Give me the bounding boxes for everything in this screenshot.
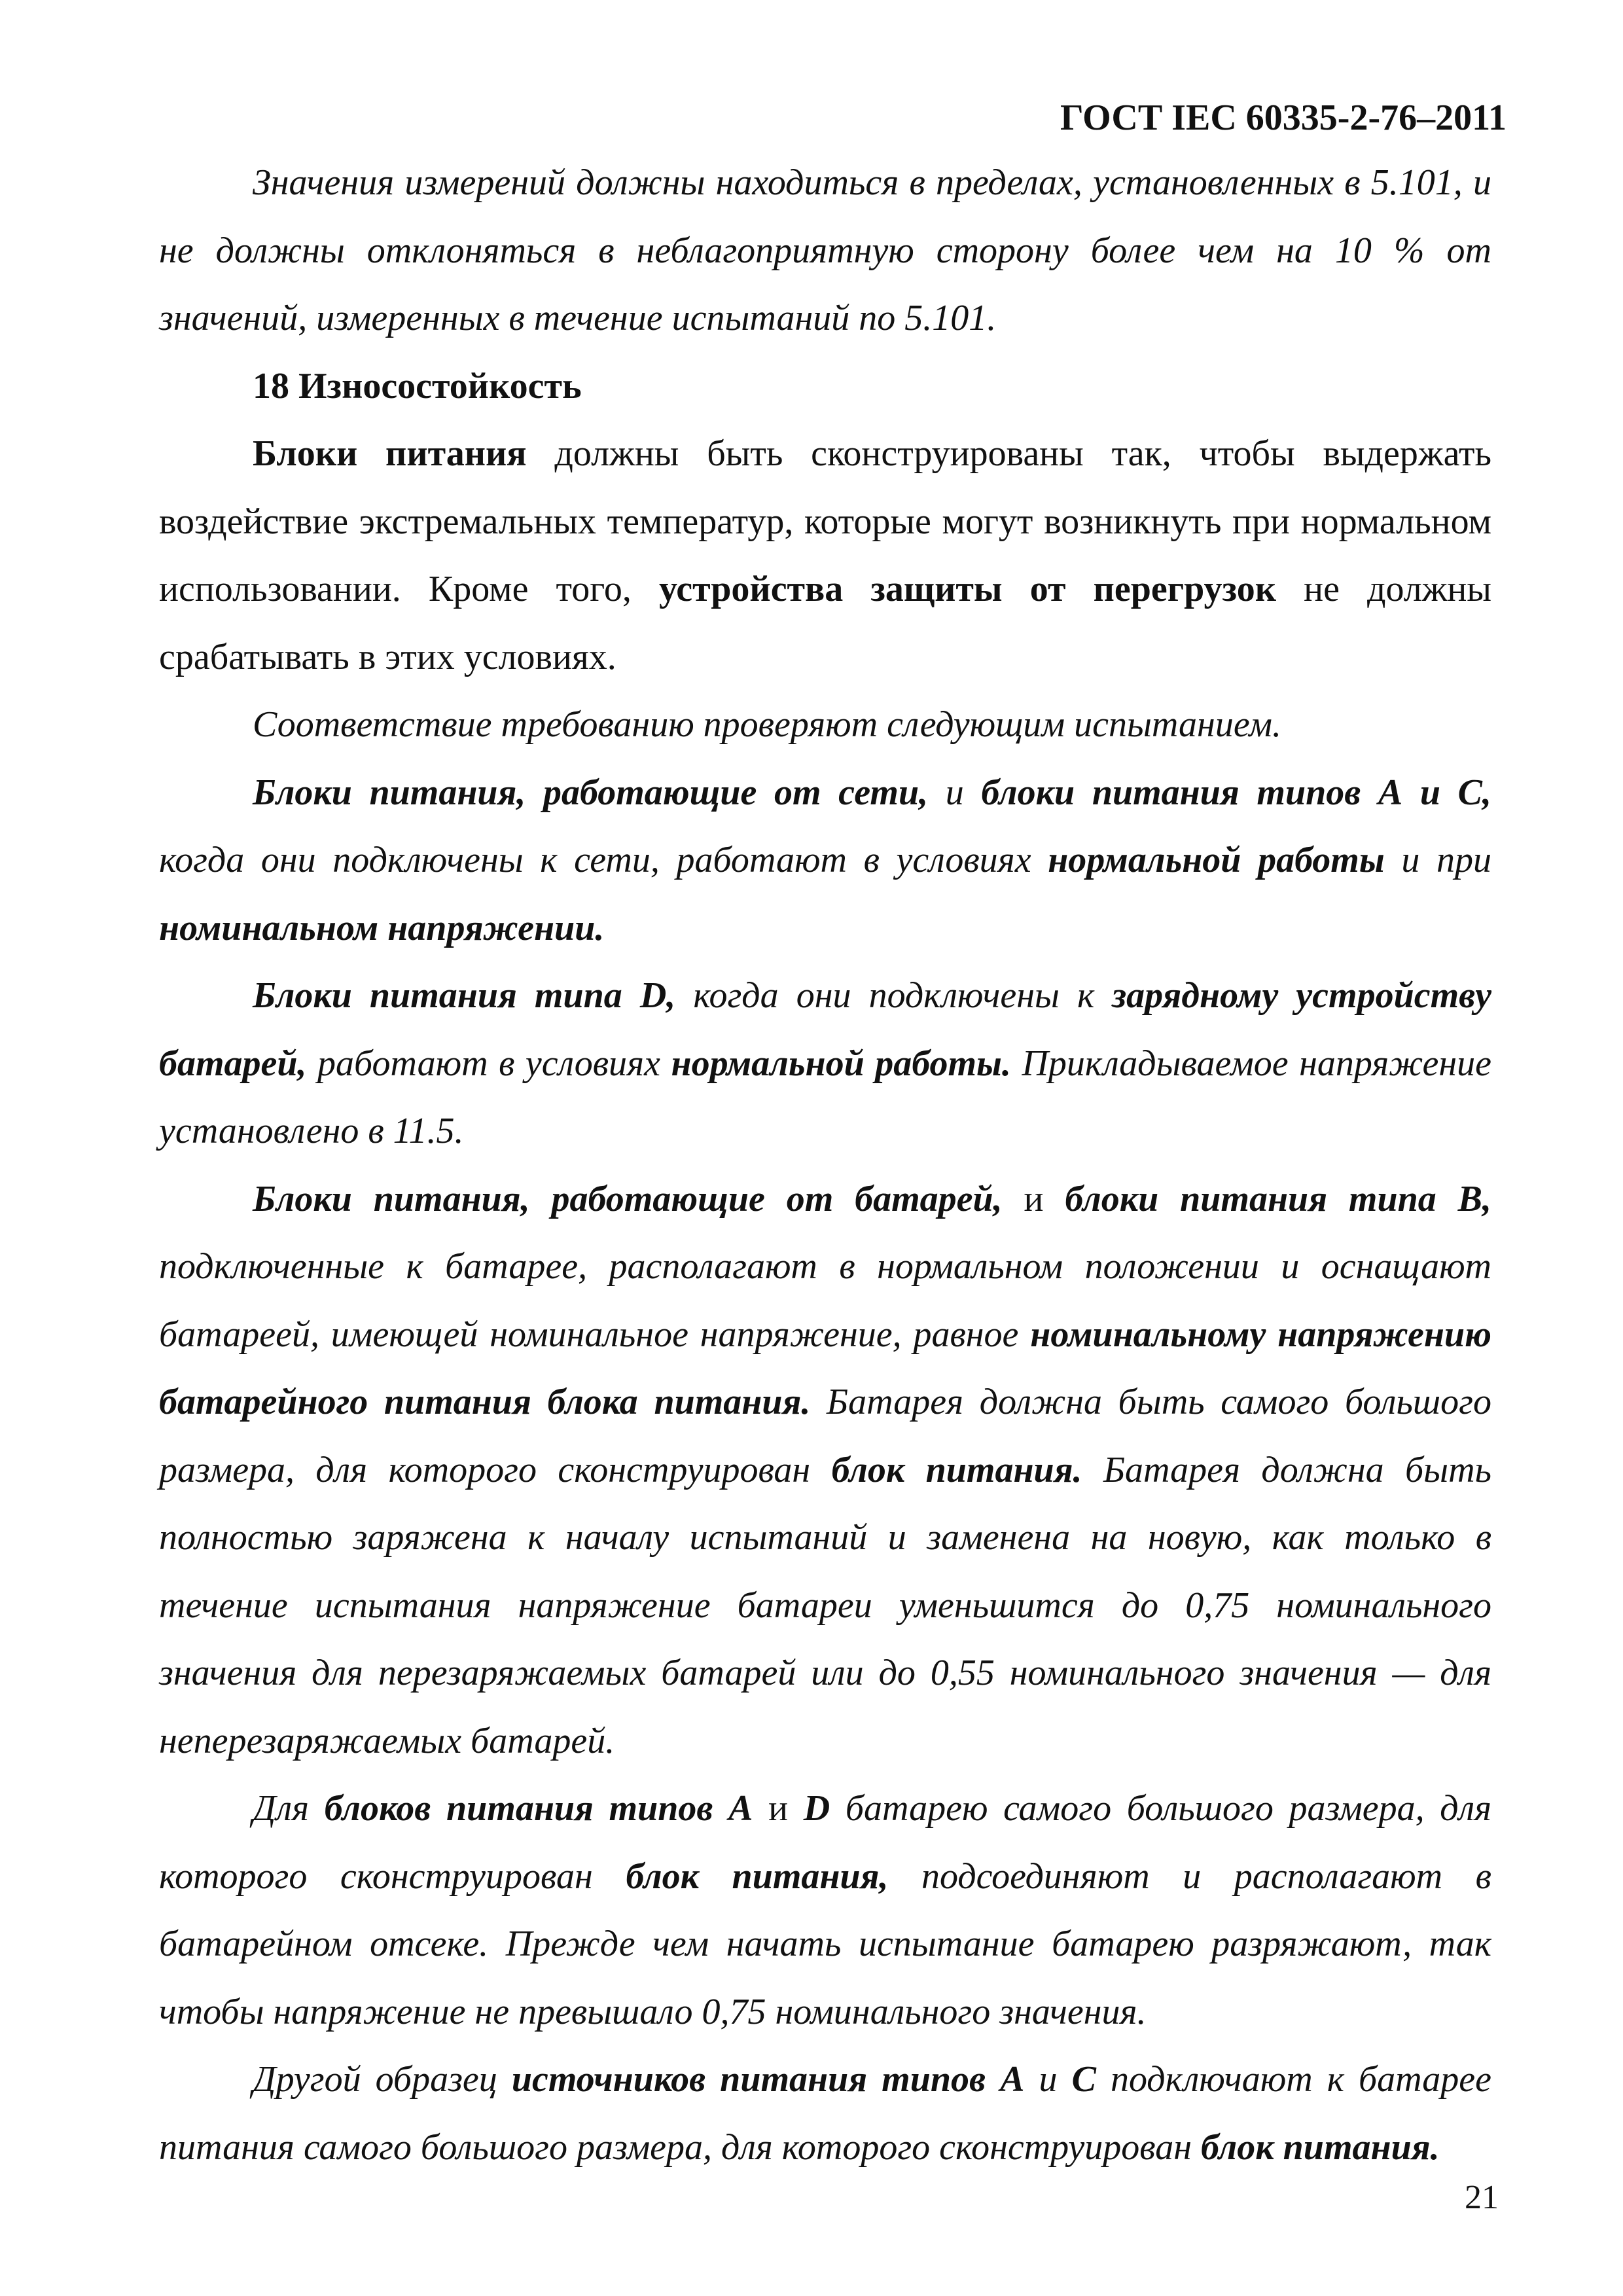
text-run: нормальной работы bbox=[1048, 840, 1385, 880]
text-run: Блоки питания, работающие от батарей, bbox=[253, 1178, 1003, 1219]
paragraph bbox=[159, 149, 1491, 353]
text-run: подсоединяют и располагают в батарейном отсеке. Прежде чем начать испытание батарею разряжают, так чтобы напряжение не превышало 0,75 номинального значения. bbox=[159, 1856, 1491, 2032]
text-run: и bbox=[928, 772, 982, 813]
text-run: номинальном напряжении. bbox=[159, 907, 605, 948]
text-run: 18 Износостойкость bbox=[253, 365, 582, 406]
text-run: Батарея должна быть полностью заряжена к началу испытаний и заменена на новую, как только в течение испытания напряжение батареи уменьшится до 0,75 номинального значения для перезаряжаемых батарей или до 0,55 номинального значения — для неперезаряжаемых батарей. bbox=[159, 1449, 1492, 1761]
body-text bbox=[159, 149, 1491, 2181]
text-run: С bbox=[1071, 2059, 1096, 2100]
text-run: источников питания типов А bbox=[511, 2059, 1025, 2100]
text-run: блок питания, bbox=[626, 1856, 889, 1897]
text-run: и при bbox=[1384, 840, 1491, 880]
text-run: когда они подключены к сети, работают в условиях bbox=[159, 840, 1048, 880]
text-run: Для bbox=[253, 1788, 325, 1829]
text-run: Блоки питания bbox=[253, 433, 527, 474]
text-run: D bbox=[803, 1788, 830, 1829]
text-run: батарею самого большого размера, для которого сконструирован bbox=[159, 1788, 1492, 1897]
text-run: подключенные к батарее, располагают в нормальном положении и оснащают батареей, имеющей номинальное напряжение, равное bbox=[159, 1246, 1491, 1355]
paragraph bbox=[159, 691, 1491, 759]
text-run: Другой образец bbox=[253, 2059, 512, 2100]
text-run: когда они подключены к bbox=[675, 975, 1113, 1016]
text-run: зарядному устройству батарей, bbox=[159, 975, 1491, 1084]
text-run: блок питания. bbox=[1200, 2126, 1440, 2168]
text-run: блок питания. bbox=[831, 1449, 1082, 1490]
page-number: 21 bbox=[1465, 2179, 1499, 2216]
text-run: Блоки питания, работающие от сети, bbox=[253, 772, 929, 813]
text-run: номинальному напряжению батарейного питания блока питания. bbox=[159, 1314, 1492, 1422]
text-run: Батарея должна быть самого большого размера, для которого сконструирован bbox=[159, 1382, 1492, 1490]
text-run: нормальной работы. bbox=[671, 1043, 1011, 1084]
paragraph bbox=[159, 1166, 1491, 1776]
text-run: блоки питания типа В, bbox=[1065, 1178, 1492, 1219]
text-run: и bbox=[753, 1788, 804, 1829]
text-run: устройства защиты от перегрузок bbox=[658, 569, 1277, 609]
text-run: блоки питания типов А и С, bbox=[981, 772, 1492, 813]
text-run: Соответствие требованию проверяют следующим испытанием. bbox=[253, 704, 1282, 745]
text-run: Прикладываемое напряжение установлено в 11.5. bbox=[159, 1043, 1492, 1151]
paragraph bbox=[159, 962, 1491, 1166]
paragraph bbox=[159, 1775, 1491, 2046]
text-run: подключают к батарее питания самого большого размера, для которого сконструирован bbox=[159, 2059, 1492, 2168]
text-run: и bbox=[1024, 2059, 1072, 2100]
section-heading bbox=[159, 353, 1491, 421]
paragraph bbox=[159, 759, 1491, 963]
text-run: Значения измерений должны находиться в пределах, установленных в 5.101, и не должны отклоняться в неблагоприятную сторону более чем на 10 % от значений, измеренных в течение испытаний по 5.101. bbox=[159, 162, 1491, 338]
text-run: работают в условиях bbox=[306, 1043, 671, 1084]
text-run: и bbox=[1002, 1178, 1065, 1219]
paragraph bbox=[159, 420, 1491, 691]
text-run: блоков питания типов А bbox=[324, 1788, 753, 1829]
paragraph bbox=[159, 2046, 1491, 2181]
text-run: должны быть сконструированы так, чтобы выдержать воздействие экстремальных температур, которые могут возникнуть при нормальном использовании. Кроме того, bbox=[159, 433, 1491, 609]
text-run: не должны срабатывать в этих условиях. bbox=[159, 569, 1491, 677]
document-code-header: ГОСТ IEC 60335-2-76–2011 bbox=[1060, 98, 1507, 138]
text-run: Блоки питания типа D, bbox=[253, 975, 676, 1016]
